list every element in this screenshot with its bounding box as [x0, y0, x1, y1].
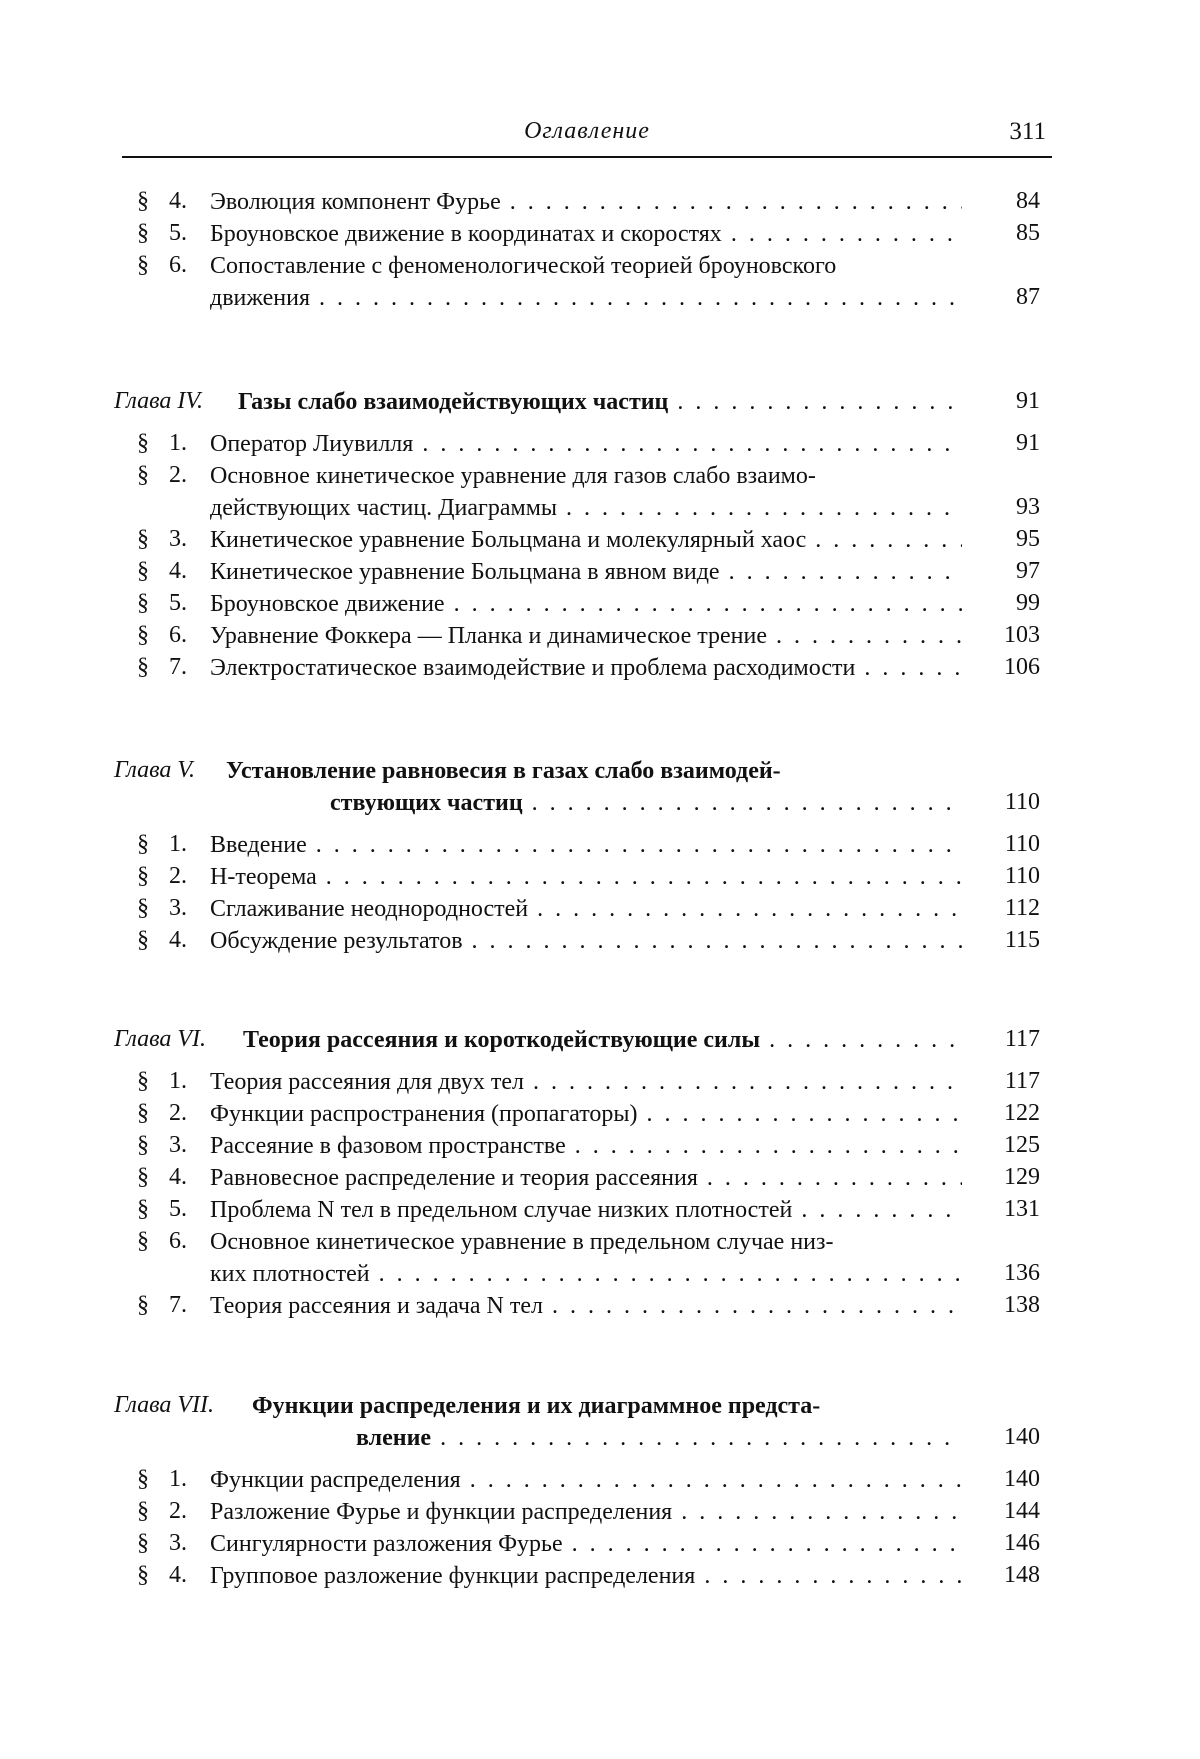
section-title [210, 1528, 962, 1560]
section-page-number: 144 [1004, 1498, 1040, 1524]
section-number: 5. [169, 220, 187, 246]
section-number: 6. [169, 622, 187, 648]
section-title-line: Теория рассеяния для двух тел . . . [210, 1066, 962, 1098]
section-sign: § [137, 1164, 149, 1190]
section-title-line: Рассеяние в фазовом пространстве . . . [210, 1130, 962, 1162]
chapter-title-line: Теория рассеяния и короткодействующие силы . . . [243, 1024, 962, 1056]
chapter-title-line: Газы слабо взаимодействующих частиц . . . [238, 386, 962, 418]
section-number: 7. [169, 654, 187, 680]
section-number: 3. [169, 526, 187, 552]
page-number: 311 [1009, 118, 1046, 145]
section-sign: § [137, 927, 149, 953]
section-title-line: Теория рассеяния и задача N тел . . . [210, 1290, 962, 1322]
section-title-line: Проблема N тел в предельном случае низких плотностей . . . [210, 1194, 962, 1226]
section-number: 6. [169, 252, 187, 278]
section-title [210, 893, 962, 925]
section-title-line: действующих частиц. Диаграммы . . . [210, 492, 962, 524]
section-title [210, 652, 962, 684]
section-title-line: Введение . . . [210, 829, 962, 861]
section-page-number: 140 [1004, 1466, 1040, 1492]
section-title-line: Эволюция компонент Фурье . . . [210, 186, 962, 218]
section-sign: § [137, 462, 149, 488]
chapter-page-number: 117 [1004, 1026, 1040, 1052]
section-page-number: 99 [1016, 590, 1040, 616]
section-number: 5. [169, 1196, 187, 1222]
section-title-line: Броуновское движение в координатах и скоростях . . . [210, 218, 962, 250]
section-number: 3. [169, 895, 187, 921]
section-title [210, 218, 962, 250]
section-title-line: Функции распределения . . . [210, 1464, 962, 1496]
section-sign: § [137, 1068, 149, 1094]
chapter-title [226, 755, 962, 819]
section-title-line: Сопоставление с феноменологической теорией броуновского [210, 253, 837, 279]
section-number: 1. [169, 430, 187, 456]
chapter-page-number: 140 [1004, 1424, 1040, 1450]
section-number: 7. [169, 1292, 187, 1318]
section-title-line: Оператор Лиувилля . . . [210, 428, 962, 460]
section-sign: § [137, 1292, 149, 1318]
section-page-number: 95 [1016, 526, 1040, 552]
chapter-label: Глава V. [114, 757, 195, 783]
section-page-number: 110 [1004, 863, 1040, 889]
section-sign: § [137, 1530, 149, 1556]
section-page-number: 131 [1004, 1196, 1040, 1222]
section-title-line: H-теорема . . . [210, 861, 962, 893]
section-number: 4. [169, 1562, 187, 1588]
section-page-number: 115 [1004, 927, 1040, 953]
section-sign: § [137, 1562, 149, 1588]
section-title-line: Функции распространения (пропагаторы) . . . [210, 1098, 962, 1130]
section-page-number: 93 [1016, 494, 1040, 520]
section-title [210, 829, 962, 861]
section-sign: § [137, 252, 149, 278]
section-page-number: 129 [1004, 1164, 1040, 1190]
section-title-line: движения . . . [210, 282, 962, 314]
chapter-label: Глава VI. [114, 1026, 207, 1052]
section-number: 4. [169, 927, 187, 953]
section-title-line: Уравнение Фоккера — Планка и динамическое трение . . . [210, 620, 962, 652]
section-sign: § [137, 654, 149, 680]
section-title-line: Групповое разложение функции распределения . . . [210, 1560, 962, 1592]
section-sign: § [137, 1466, 149, 1492]
section-number: 6. [169, 1228, 187, 1254]
section-page-number: 84 [1016, 188, 1040, 214]
section-title-line: Основное кинетическое уравнение в предельном случае низ- [210, 1229, 834, 1255]
section-page-number: 103 [1004, 622, 1040, 648]
section-title-line: Сингулярности разложения Фурье . . . [210, 1528, 962, 1560]
section-title [210, 1098, 962, 1130]
chapter-page-number: 91 [1016, 388, 1040, 414]
section-title [210, 1496, 962, 1528]
section-title [210, 1194, 962, 1226]
section-title [210, 428, 962, 460]
section-title [210, 250, 962, 314]
chapter-label: Глава VII. [114, 1392, 215, 1418]
section-title-line: Сглаживание неоднородностей . . . [210, 893, 962, 925]
section-sign: § [137, 220, 149, 246]
section-number: 4. [169, 188, 187, 214]
section-page-number: 136 [1004, 1260, 1040, 1286]
section-title [210, 1290, 962, 1322]
section-page-number: 125 [1004, 1132, 1040, 1158]
section-title-line: Кинетическое уравнение Больцмана и молекулярный хаос . . . [210, 524, 962, 556]
section-sign: § [137, 895, 149, 921]
section-title-line: Электростатическое взаимодействие и проблема расходимости . . . [210, 652, 962, 684]
section-title-line: Равновесное распределение и теория рассеяния . . . [210, 1162, 962, 1194]
section-title [210, 1162, 962, 1194]
section-page-number: 85 [1016, 220, 1040, 246]
section-sign: § [137, 831, 149, 857]
section-title-line: Разложение Фурье и функции распределения . . . [210, 1496, 962, 1528]
section-page-number: 146 [1004, 1530, 1040, 1556]
section-number: 3. [169, 1530, 187, 1556]
section-number: 1. [169, 1466, 187, 1492]
section-title [210, 1066, 962, 1098]
section-sign: § [137, 622, 149, 648]
section-title [210, 620, 962, 652]
section-page-number: 122 [1004, 1100, 1040, 1126]
section-title [210, 1464, 962, 1496]
section-sign: § [137, 558, 149, 584]
section-title [210, 588, 962, 620]
chapter-title-line: вление . . . [356, 1422, 962, 1454]
chapter-title [238, 386, 962, 418]
section-title [210, 861, 962, 893]
section-title-line: Броуновское движение . . . [210, 588, 962, 620]
section-sign: § [137, 1498, 149, 1524]
chapter-title [252, 1390, 962, 1454]
running-title: Оглавление [524, 118, 650, 144]
section-number: 4. [169, 558, 187, 584]
section-title-line: Кинетическое уравнение Больцмана в явном виде . . . [210, 556, 962, 588]
section-number: 1. [169, 831, 187, 857]
section-page-number: 106 [1004, 654, 1040, 680]
section-title [210, 186, 962, 218]
header-rule [122, 156, 1052, 158]
section-sign: § [137, 1196, 149, 1222]
section-title [210, 925, 962, 957]
section-page-number: 148 [1004, 1562, 1040, 1588]
section-sign: § [137, 1228, 149, 1254]
section-sign: § [137, 1132, 149, 1158]
section-title [210, 1226, 962, 1290]
section-number: 2. [169, 1100, 187, 1126]
section-number: 5. [169, 590, 187, 616]
section-title-line: Основное кинетическое уравнение для газов слабо взаимо- [210, 463, 816, 489]
section-number: 4. [169, 1164, 187, 1190]
section-number: 2. [169, 462, 187, 488]
section-page-number: 138 [1004, 1292, 1040, 1318]
section-number: 2. [169, 1498, 187, 1524]
section-sign: § [137, 863, 149, 889]
section-number: 2. [169, 863, 187, 889]
section-page-number: 87 [1016, 284, 1040, 310]
section-title [210, 1560, 962, 1592]
chapter-title [243, 1024, 962, 1056]
section-sign: § [137, 430, 149, 456]
running-header [122, 118, 1052, 154]
chapter-title-line: Функции распределения и их диаграммное предста- [252, 1393, 821, 1419]
chapter-title-line: Установление равновесия в газах слабо взаимодей- [226, 758, 781, 784]
section-title [210, 524, 962, 556]
section-title [210, 1130, 962, 1162]
section-sign: § [137, 1100, 149, 1126]
chapter-label: Глава IV. [114, 388, 203, 414]
section-sign: § [137, 188, 149, 214]
chapter-title-line: ствующих частиц . . . [330, 787, 962, 819]
section-sign: § [137, 526, 149, 552]
section-page-number: 91 [1016, 430, 1040, 456]
section-number: 1. [169, 1068, 187, 1094]
section-title-line: Обсуждение результатов . . . [210, 925, 962, 957]
section-page-number: 117 [1004, 1068, 1040, 1094]
section-title [210, 556, 962, 588]
section-title [210, 460, 962, 524]
chapter-page-number: 110 [1004, 789, 1040, 815]
section-page-number: 110 [1004, 831, 1040, 857]
section-page-number: 112 [1004, 895, 1040, 921]
section-title-line: ких плотностей . . . [210, 1258, 962, 1290]
section-sign: § [137, 590, 149, 616]
section-number: 3. [169, 1132, 187, 1158]
section-page-number: 97 [1016, 558, 1040, 584]
